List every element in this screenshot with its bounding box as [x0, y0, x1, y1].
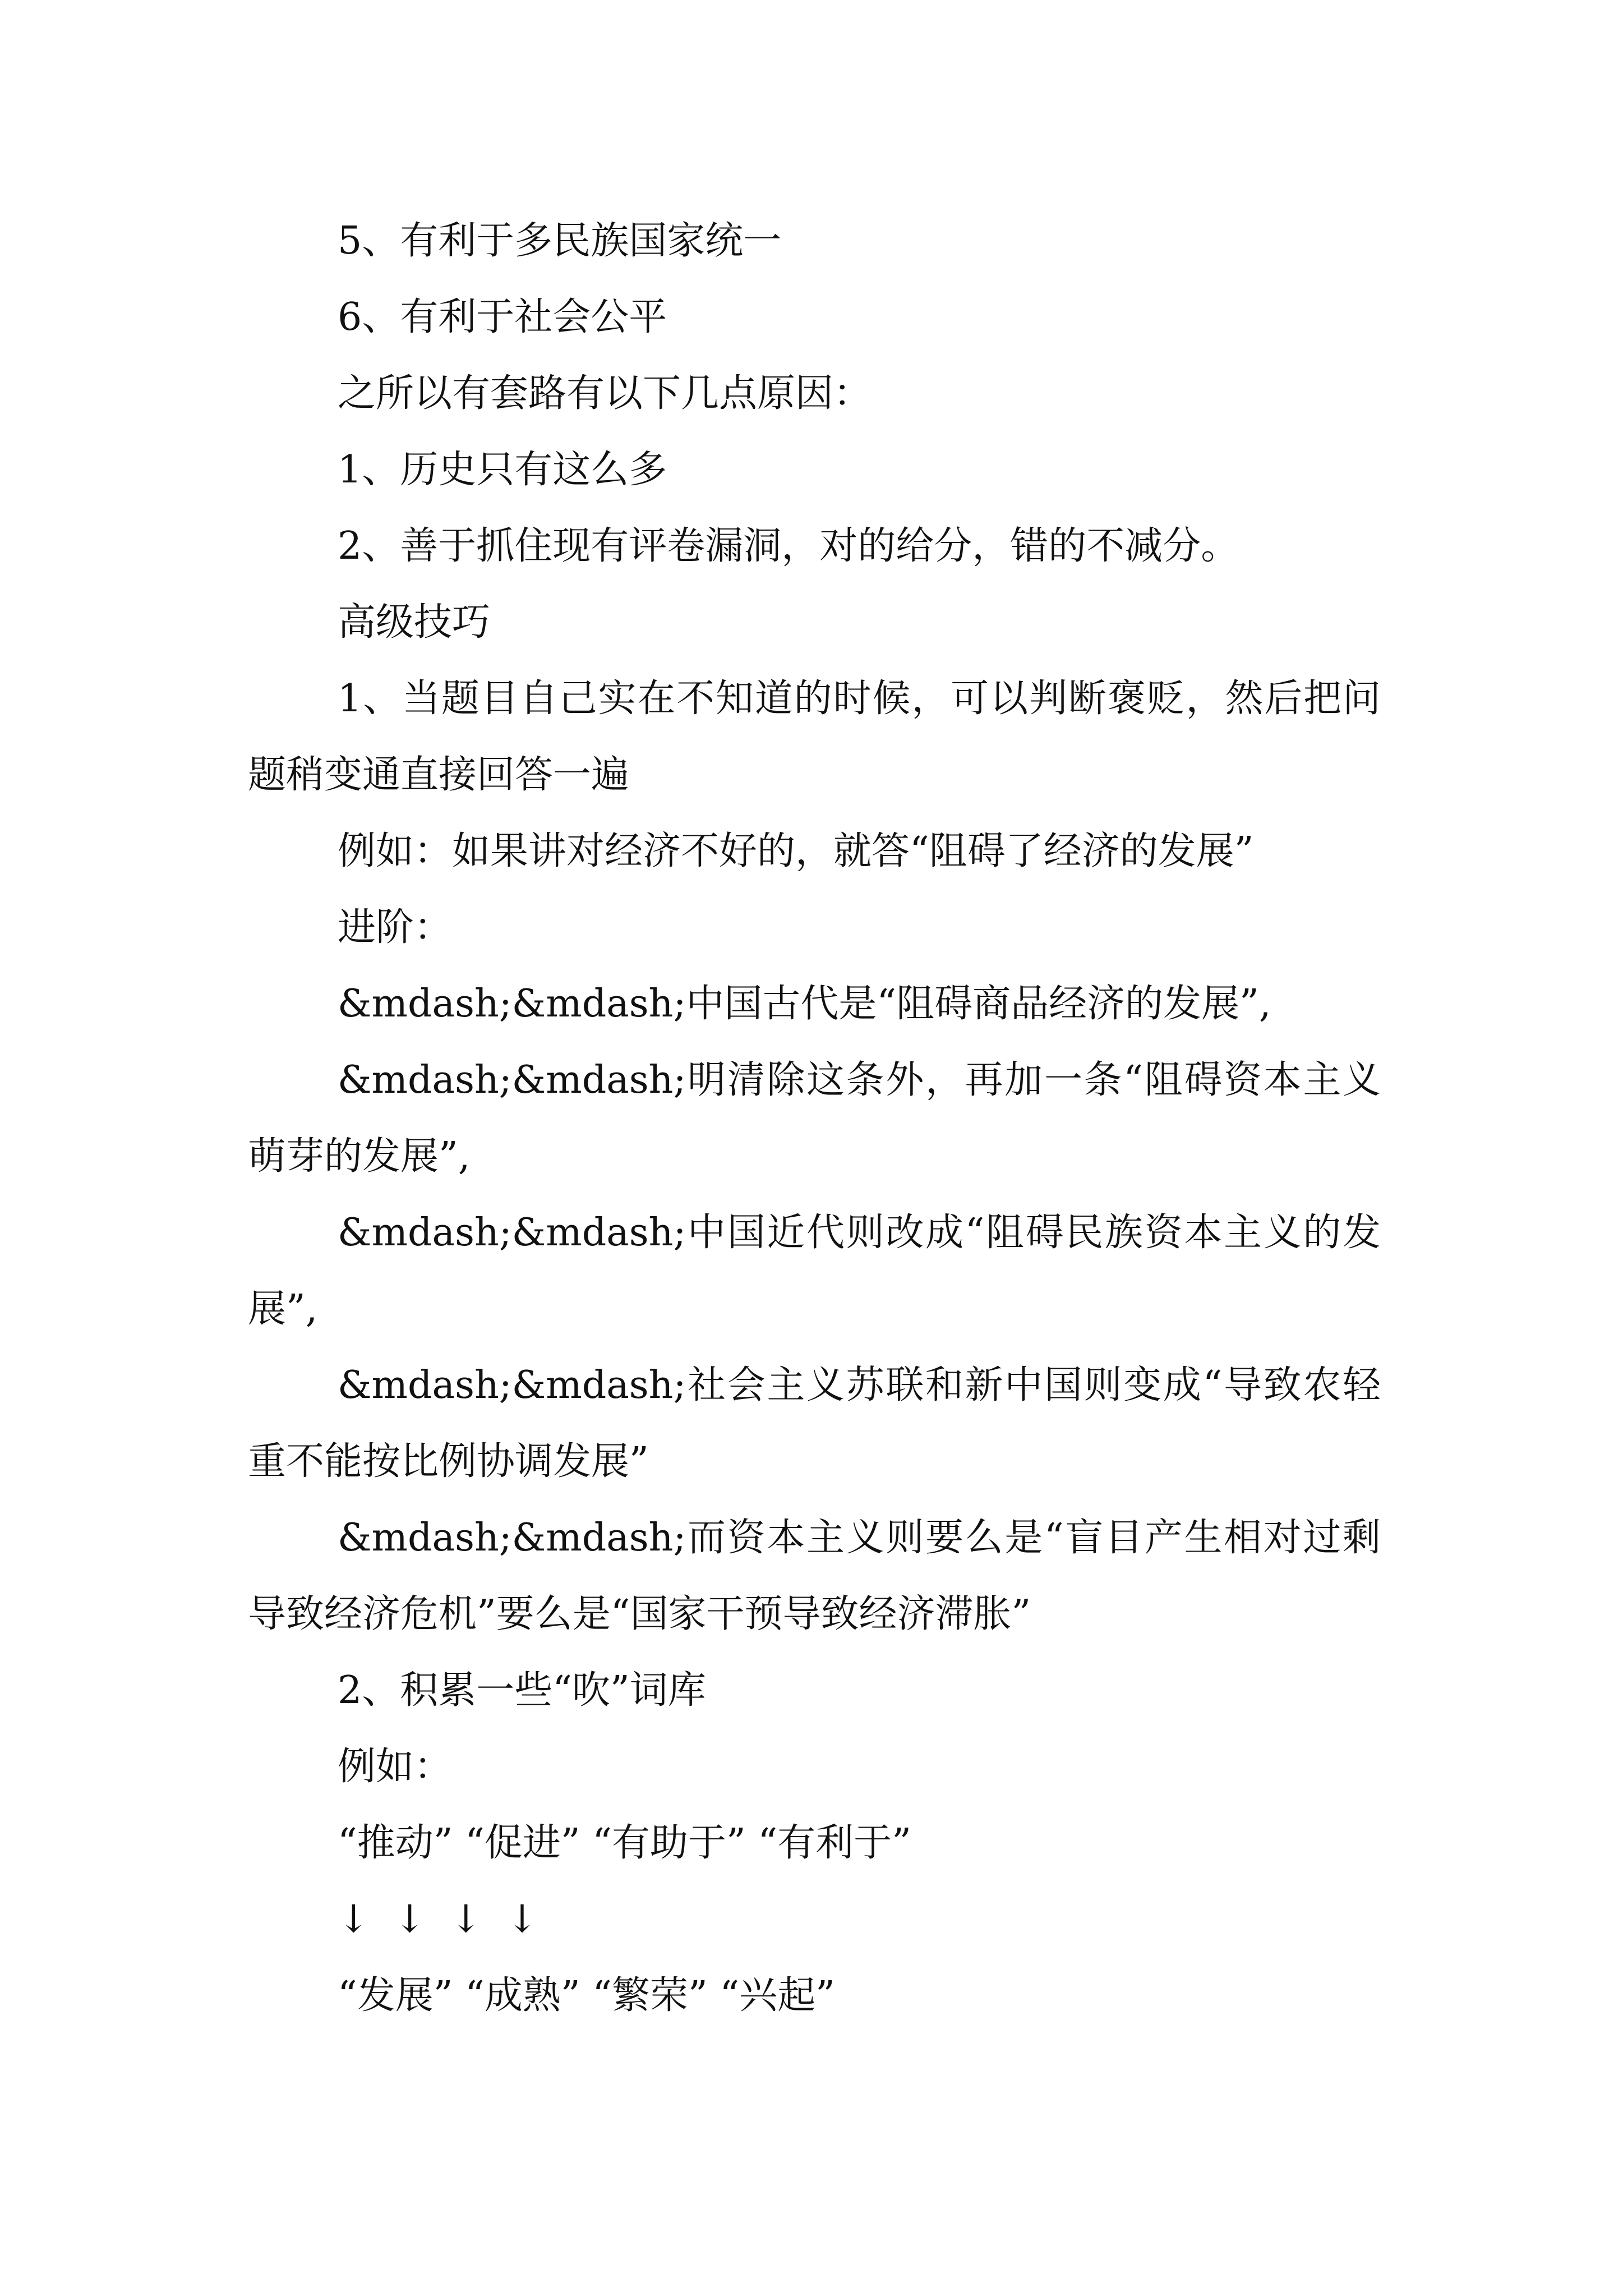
body-text — [248, 203, 1381, 2034]
paragraph: 5、有利于多民族国家统一 — [338, 219, 782, 263]
paragraph: &mdash;&mdash;中国古代是“阻碍商品经济的发展”, — [338, 982, 1271, 1026]
paragraph: 例如： — [338, 1745, 453, 1789]
paragraph: 之所以有套路有以下几点原因： — [338, 371, 872, 416]
paragraph: &mdash;&mdash;社会主义苏联和新中国则变成“导致农轻重不能按比例协调发展” — [248, 1363, 1381, 1484]
paragraph: 2、善于抓住现有评卷漏洞，对的给分，错的不减分。 — [338, 524, 1239, 568]
paragraph: &mdash;&mdash;明清除这条外，再加一条“阻碍资本主义萌芽的发展”, — [248, 1058, 1381, 1179]
verbs-row: “推动” “促进” “有助于” “有利于” — [338, 1821, 911, 1865]
section-heading: 高级技巧 — [338, 600, 491, 645]
arrows-row: ↓ ↓ ↓ ↓ — [338, 1897, 538, 1941]
paragraph: &mdash;&mdash;而资本主义则要么是“盲目产生相对过剩导致经济危机”要么是“国家干预导致经济滞胀” — [248, 1516, 1381, 1636]
paragraph: 1、历史只有这么多 — [338, 448, 667, 492]
paragraph: &mdash;&mdash;中国近代则改成“阻碍民族资本主义的发展”, — [248, 1211, 1381, 1331]
paragraph: 进阶： — [338, 905, 453, 950]
paragraph: 6、有利于社会公平 — [338, 295, 667, 339]
outcomes-row: “发展” “成熟” “繁荣” “兴起” — [338, 1973, 835, 2018]
paragraph: 2、积累一些“吹”词库 — [338, 1668, 706, 1713]
paragraph: 1、当题目自己实在不知道的时候，可以判断褒贬，然后把问题稍变通直接回答一遍 — [248, 677, 1381, 797]
paragraph: 例如：如果讲对经济不好的，就答“阻碍了经济的发展” — [338, 829, 1254, 873]
